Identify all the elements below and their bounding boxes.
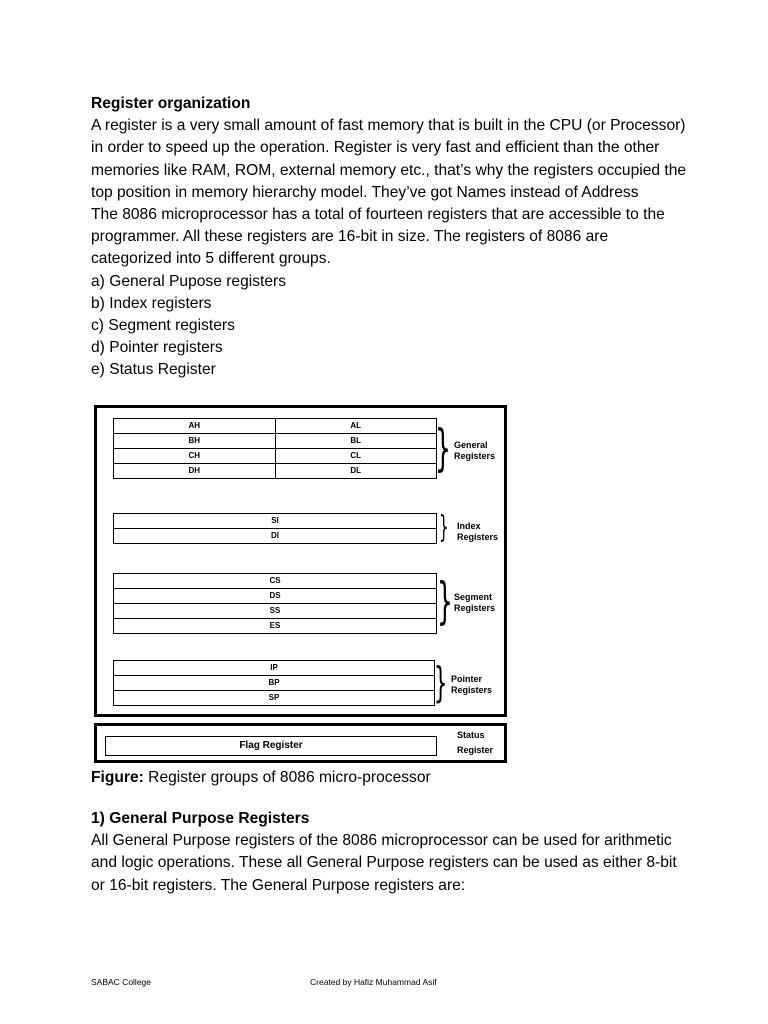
segment-registers-label: Segment Registers	[454, 592, 496, 613]
segment-registers-table	[113, 573, 437, 634]
footer-left: SABAC College	[91, 977, 152, 987]
reg-cell: BP	[114, 676, 435, 691]
list-item: c) Segment registers	[91, 317, 235, 335]
flag-register-box: Flag Register	[105, 736, 437, 756]
pointer-brace-icon: }	[434, 658, 448, 707]
reg-cell: CS	[114, 574, 437, 589]
reg-cell: DH	[114, 464, 276, 479]
list-item: d) Pointer registers	[91, 339, 223, 357]
reg-cell: ES	[114, 619, 437, 634]
index-registers-label: Index Registers	[457, 521, 499, 542]
reg-cell: AH	[114, 419, 276, 434]
reg-cell: SP	[114, 691, 435, 706]
reg-cell: SS	[114, 604, 437, 619]
intro-section	[91, 93, 691, 382]
figure-caption: Figure: Register groups of 8086 micro-processor	[91, 769, 431, 786]
reg-cell: IP	[114, 661, 435, 676]
reg-cell: BH	[114, 434, 276, 449]
reg-cell: CH	[114, 449, 276, 464]
reg-cell: AL	[275, 419, 437, 434]
reg-cell: CL	[275, 449, 437, 464]
segment-brace-icon: }	[437, 572, 453, 630]
pointer-registers-table	[113, 660, 435, 706]
index-registers-table	[113, 513, 437, 544]
reg-cell: BL	[275, 434, 437, 449]
general-registers-label: General Registers	[454, 440, 496, 461]
index-brace-icon: }	[439, 510, 449, 545]
register-figure	[94, 405, 507, 762]
registers-paragraph: The 8086 microprocessor has a total of fourteen registers that are accessible to the programmer. All these registers are 16-bit in size. The registers of 8086 are categorized into 5 different groups.	[91, 206, 665, 268]
footer-center: Created by Hafiz Muhammad Asif	[310, 977, 437, 987]
reg-cell: DI	[114, 529, 437, 544]
intro-paragraph: A register is a very small amount of fast memory that is built in the CPU (or Processor) in order to speed up the operation. Register is very fast and efficient than the other memories like RAM, ROM, external memory etc., that’s why the registers occupied the top position in memory hierarchy model. They’ve got Names instead of Address	[91, 117, 687, 201]
reg-cell: SI	[114, 514, 437, 529]
status-register-frame	[94, 723, 507, 763]
reg-cell: DS	[114, 589, 437, 604]
list-item: a) General Pupose registers	[91, 272, 287, 290]
section-heading: 1) General Purpose Registers	[91, 810, 310, 827]
register-diagram-frame	[94, 405, 507, 717]
general-purpose-paragraph: All General Purpose registers of the 8086 microprocessor can be used for arithmetic and logic operations. These all General Purpose registers can be used as either 8-bit or 16-bit registers. The General Purpose registers are:	[91, 832, 677, 894]
section-title: Register organization	[91, 95, 251, 112]
general-registers-table	[113, 418, 437, 479]
list-item: e) Status Register	[91, 361, 216, 379]
general-brace-icon: }	[435, 419, 451, 477]
status-register-label: Status Register	[457, 730, 494, 755]
reg-cell: DL	[275, 464, 437, 479]
list-item: b) Index registers	[91, 294, 212, 312]
pointer-registers-label: Pointer Registers	[451, 674, 493, 695]
general-purpose-section	[91, 808, 691, 897]
register-groups-list	[91, 271, 691, 382]
